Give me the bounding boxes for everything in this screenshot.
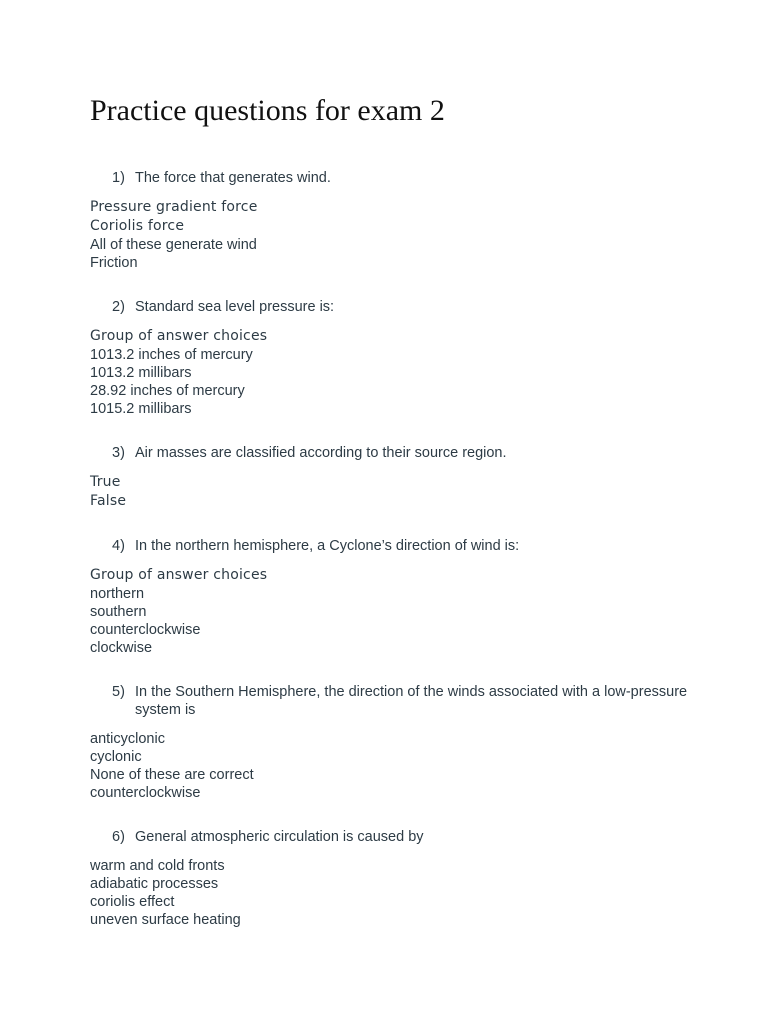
question-prompt [112,828,690,846]
answer-choice[interactable]: Friction [90,255,138,271]
answer-choice[interactable]: Coriolis force [90,218,185,234]
answer-choice[interactable]: northern [90,586,145,602]
question-prompt [112,169,690,187]
answer-group-label: Group of answer choices [90,328,268,344]
answer-choice[interactable]: anticyclonic [90,731,165,747]
question-text: In the northern hemisphere, a Cyclone’s direction of wind is: [135,538,520,554]
answer-choice[interactable]: counterclockwise [90,622,201,638]
question-text: The force that generates wind. [135,170,331,186]
question-text: Air masses are classified according to their source region. [135,445,507,461]
question-text: Standard sea level pressure is: [135,299,335,315]
answer-choice[interactable]: 1013.2 inches of mercury [90,347,253,363]
answer-choice[interactable]: warm and cold fronts [90,858,225,874]
answer-choice[interactable]: Pressure gradient force [90,199,258,215]
question-6 [90,828,690,929]
question-text: In the Southern Hemisphere, the direction of the winds associated with a low-pressure system is [135,684,688,718]
question-number: 1) [112,170,125,186]
answer-choices [90,346,690,418]
question-3 [90,444,690,511]
answer-choices [90,585,690,657]
answer-choice[interactable]: uneven surface heating [90,912,241,928]
question-number: 4) [112,538,125,554]
question-text: General atmospheric circulation is caused by [135,829,424,845]
question-1 [90,169,690,272]
answer-choice[interactable]: cyclonic [90,749,142,765]
question-number: 6) [112,829,125,845]
question-prompt [112,537,690,555]
question-4 [90,537,690,657]
question-prompt [112,298,690,316]
answer-choice[interactable]: adiabatic processes [90,876,219,892]
question-list [90,169,690,929]
document-page [90,92,690,955]
answer-choices [90,730,690,802]
answer-choices [90,473,690,511]
answer-choice[interactable]: None of these are correct [90,767,254,783]
answer-choice[interactable]: False [90,493,127,509]
question-number: 3) [112,445,125,461]
answer-choice[interactable]: counterclockwise [90,785,201,801]
answer-choice[interactable]: True [90,474,121,490]
question-prompt [112,683,690,719]
answer-choice[interactable]: 28.92 inches of mercury [90,383,245,399]
question-prompt [112,444,690,462]
question-2 [90,298,690,418]
answer-choices [90,198,690,272]
answer-choice[interactable]: clockwise [90,640,153,656]
page-title: Practice questions for exam 2 [90,94,445,127]
answer-choice[interactable]: All of these generate wind [90,237,257,253]
question-number: 5) [112,684,125,700]
answer-choice[interactable]: southern [90,604,147,620]
answer-choices [90,857,690,929]
answer-choice[interactable]: 1015.2 millibars [90,401,192,417]
question-5 [90,683,690,802]
answer-group-label: Group of answer choices [90,567,268,583]
answer-choice[interactable]: 1013.2 millibars [90,365,192,381]
answer-choice[interactable]: coriolis effect [90,894,175,910]
question-number: 2) [112,299,125,315]
